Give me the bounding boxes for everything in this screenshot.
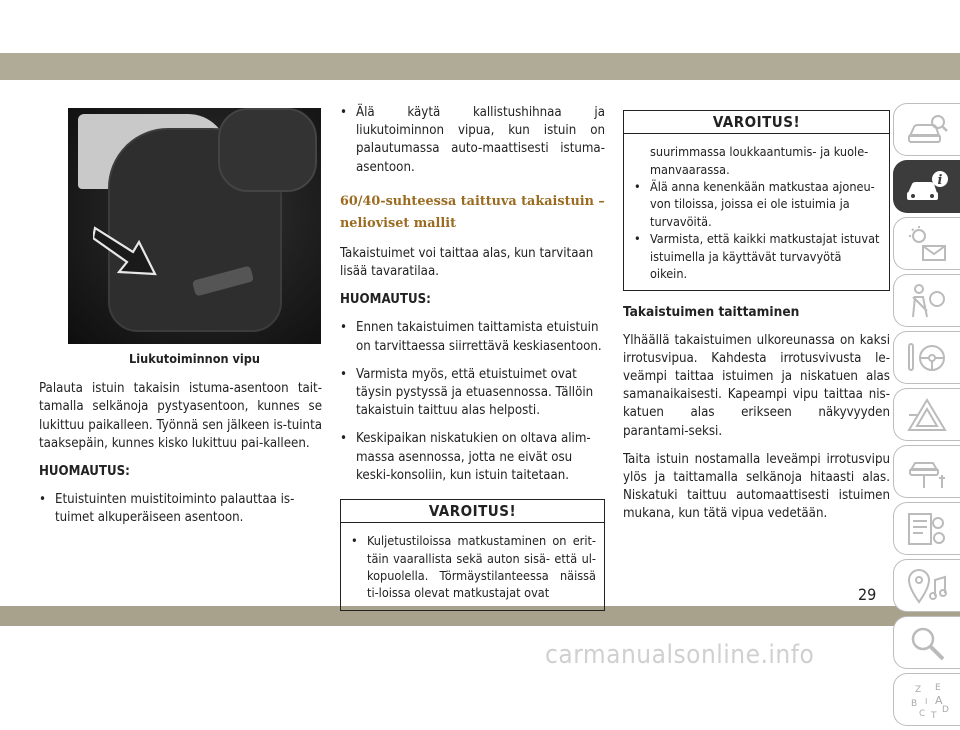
paragraph: Takaistuimet voi taittaa alas, kun tarvitaan lisää tavaratilaa. xyxy=(340,245,594,280)
page-number: 29 xyxy=(858,585,877,604)
list-item: • Ennen takaistuimen taittamista etuistuin on tarvittaessa siirrettävä keskiasentoon. xyxy=(340,319,605,355)
tab-multimedia[interactable] xyxy=(893,559,960,612)
paragraph: Palauta istuin takaisin istuma-asentoon tait-tamalla selkänoja pystyasentoon, kunnes se lukittuu paikalleen. Työnnä sen jälkeen is-tuinta taaksepäin, kunnes kisko lukittuu pai-kalleen. xyxy=(39,381,322,451)
header-band xyxy=(0,53,960,80)
watermark: carmanualsonline.info xyxy=(545,640,815,670)
svg-text:B: B xyxy=(911,698,918,709)
tab-vehicle-intro[interactable] xyxy=(893,103,960,156)
tab-instrument-panel[interactable] xyxy=(893,217,960,270)
paragraph: Taita istuin nostamalla leveämpi irrotusvipu ylös ja taittamalla selkänoja hitaasti alas. Niskatuki taittuu automaattisesti istuimen mukana, kun tätä vipua vedetään. xyxy=(623,451,890,522)
section-subheading: 60/40-suhteessa taittuva takaistuin – nelioviset mallit xyxy=(340,193,605,231)
warning-light-icon xyxy=(905,224,949,264)
figure-caption: Liukutoiminnon vipu xyxy=(129,351,260,366)
tab-index[interactable] xyxy=(893,673,960,726)
warning-item: • Varmista, että kaikki matkustajat istuvat istuimella ja käyttävät turvavyötä oikein. xyxy=(634,230,881,282)
index-letters-icon xyxy=(905,680,949,720)
tab-technical-specs[interactable] xyxy=(893,502,960,555)
hazard-triangle-icon xyxy=(905,395,949,435)
list-item: • Keskipaikan niskatukien on oltava alim-massa asennossa, jotta ne eivät osu keski-konsoliin, kun istuin taitetaan. xyxy=(340,430,605,485)
tab-emergency[interactable] xyxy=(893,388,960,441)
arrow-icon xyxy=(93,218,173,278)
section-title: Takaistuimen taittaminen xyxy=(623,304,800,321)
tab-safety[interactable] xyxy=(893,274,960,327)
chapter-tabs xyxy=(893,103,960,730)
tab-servicing[interactable] xyxy=(893,445,960,498)
svg-text:A: A xyxy=(935,693,943,707)
car-lift-icon xyxy=(905,452,949,492)
column-3 xyxy=(623,110,890,524)
svg-text:D: D xyxy=(942,704,949,715)
svg-text:I: I xyxy=(925,696,928,706)
car-search-icon xyxy=(905,110,949,150)
svg-text:T: T xyxy=(931,710,937,720)
warning-item: • Kuljetustiloissa matkustaminen on erit-täin vaarallista sekä auton sisä- että ul-kopuolella. Törmäystilanteessa näissä ti-loissa olevat matkustajat ovat xyxy=(351,532,596,602)
seat-lever-photo xyxy=(68,108,321,344)
warning-item: • Älä anna kenenkään matkustaa ajoneu-von tiloissa, joissa ei ole istuimia ja turvavöitä. xyxy=(634,178,881,230)
svg-text:C: C xyxy=(919,708,926,719)
airbag-seatbelt-icon xyxy=(905,281,949,321)
svg-text:i: i xyxy=(937,172,943,188)
tab-customer-assistance[interactable] xyxy=(893,616,960,669)
warning-title: VAROITUS! xyxy=(624,111,889,134)
warning-box xyxy=(623,110,890,291)
column-1 xyxy=(39,108,322,528)
paragraph: Ylhäällä takaistuimen ulkoreunassa on kaksi irrotusvipua. Kahdesta irrotusvivusta le-veämpi taittaa istuimen ja niskatuen alas samanaikaisesti. Kapeampi vipu taittaa nis-katuen alas erikseen näkyvyyden parantami-seksi. xyxy=(623,332,890,439)
warning-box xyxy=(340,499,605,611)
svg-text:Z: Z xyxy=(915,684,922,695)
tab-starting-operating[interactable] xyxy=(893,331,960,384)
list-item: • Älä käytä kallistushihnaa ja liukutoiminnon vipua, kun istuin on palautumassa auto-maattisesti istuma-asentoon. xyxy=(340,104,605,177)
search-icon xyxy=(905,623,949,663)
location-music-icon xyxy=(905,566,949,606)
warning-continuation: suurimmassa loukkaantumis- ja kuole-manvaarassa. xyxy=(650,144,869,177)
svg-text:E: E xyxy=(935,682,941,693)
steering-wheel-icon xyxy=(905,338,949,378)
list-item: • Etuistuinten muistitoiminto palauttaa is-tuimet alkuperäiseen asentoon. xyxy=(39,491,322,527)
column-2 xyxy=(340,104,605,611)
warning-title: VAROITUS! xyxy=(341,500,604,523)
specs-gear-icon xyxy=(905,509,949,549)
note-heading: HUOMAUTUS: xyxy=(39,464,130,480)
list-item: • Varmista myös, että etuistuimet ovat täysin pystyssä ja etuasennossa. Tällöin takaistuin taittuu alas helposti. xyxy=(340,366,605,421)
tab-getting-to-know-vehicle[interactable] xyxy=(893,160,960,213)
car-info-icon xyxy=(905,167,949,207)
note-heading: HUOMAUTUS: xyxy=(340,292,431,308)
